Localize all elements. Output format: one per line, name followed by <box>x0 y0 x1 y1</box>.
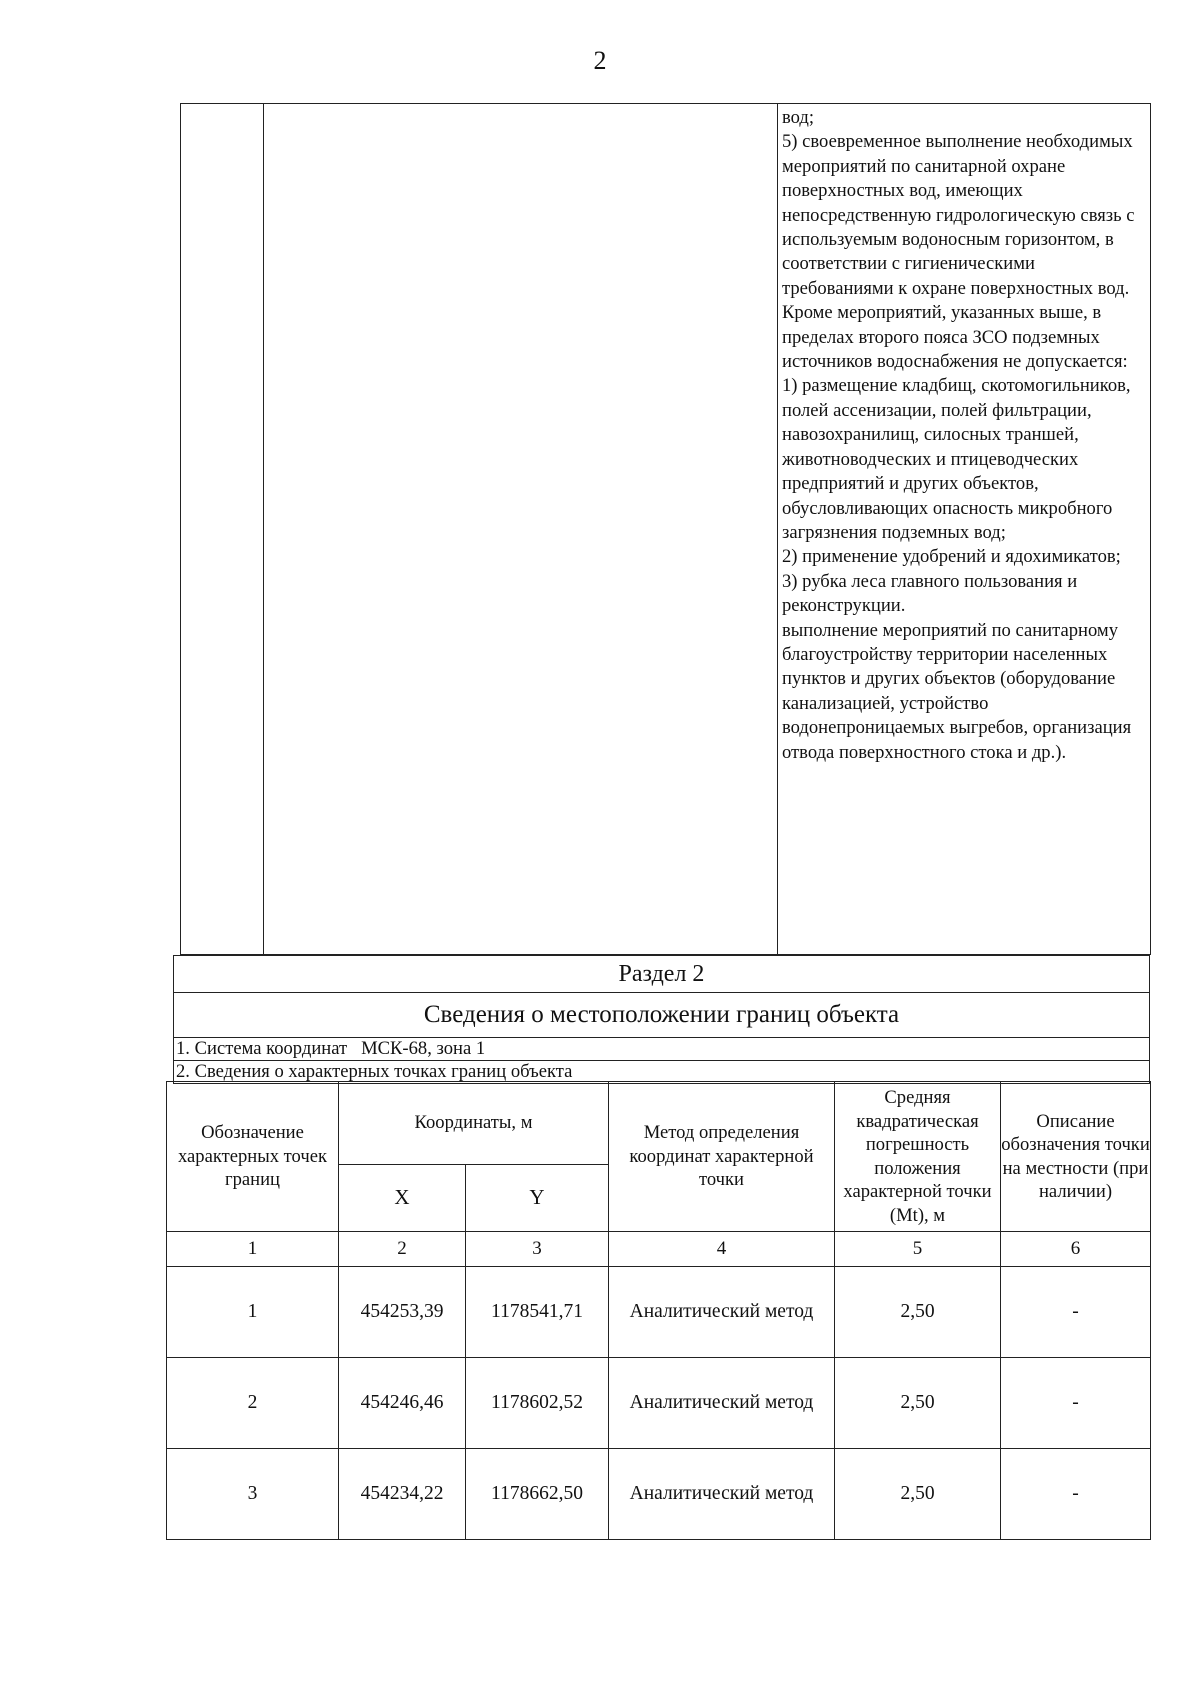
point-description: - <box>1001 1267 1151 1358</box>
coordinate-system-label: 1. Система координат <box>176 1038 348 1059</box>
page-number: 2 <box>593 46 607 75</box>
column-number: 4 <box>609 1232 835 1267</box>
continuation-table <box>180 103 1151 955</box>
point-error: 2,50 <box>835 1358 1001 1449</box>
point-x: 454253,39 <box>339 1267 466 1358</box>
column-number: 5 <box>835 1232 1001 1267</box>
table-row <box>167 1449 1151 1540</box>
header-x: X <box>339 1165 466 1232</box>
point-number: 2 <box>167 1358 339 1449</box>
point-method: Аналитический метод <box>609 1267 835 1358</box>
points-info-line: 2. Сведения о характерных точках границ объекта <box>174 1061 1150 1084</box>
point-description: - <box>1001 1449 1151 1540</box>
column-number: 1 <box>167 1232 339 1267</box>
point-number: 3 <box>167 1449 339 1540</box>
continuation-row <box>181 104 1151 955</box>
table-row <box>167 1267 1151 1358</box>
section-heading: Сведения о местоположении границ объекта <box>174 993 1150 1038</box>
header-error: Средняя квадратическая погрешность положения характерной точки (Mt), м <box>835 1082 1001 1232</box>
section-title: Раздел 2 <box>174 956 1150 993</box>
column-number-row <box>167 1232 1151 1267</box>
point-error: 2,50 <box>835 1449 1001 1540</box>
header-row-top <box>167 1082 1151 1165</box>
column-number: 2 <box>339 1232 466 1267</box>
column-number: 6 <box>1001 1232 1151 1267</box>
point-method: Аналитический метод <box>609 1358 835 1449</box>
boundary-points-table <box>166 1081 1151 1540</box>
point-y: 1178541,71 <box>466 1267 609 1358</box>
header-coordinates: Координаты, м <box>339 1082 609 1165</box>
table-row <box>167 1358 1151 1449</box>
point-y: 1178602,52 <box>466 1358 609 1449</box>
point-description: - <box>1001 1358 1151 1449</box>
point-x: 454234,22 <box>339 1449 466 1540</box>
point-method: Аналитический метод <box>609 1449 835 1540</box>
point-number: 1 <box>167 1267 339 1358</box>
point-y: 1178662,50 <box>466 1449 609 1540</box>
point-error: 2,50 <box>835 1267 1001 1358</box>
coordinate-system-value: МСК-68, зона 1 <box>361 1038 486 1059</box>
header-designation: Обозначение характерных точек границ <box>167 1082 339 1232</box>
header-y: Y <box>466 1165 609 1232</box>
header-method: Метод определения координат характерной точки <box>609 1082 835 1232</box>
header-description: Описание обозначения точки на местности (при наличии) <box>1001 1082 1151 1232</box>
column-number: 3 <box>466 1232 609 1267</box>
coordinate-system-line <box>174 1038 1150 1061</box>
continuation-text: вод; 5) своевременное выполнение необходимых мероприятий по санитарной охране поверхностных вод, имеющих непосредственную гидрологическую связь с используемым водоносным горизонтом, в соответствии с гигиеническими требованиями к охране поверхностных вод. Кроме мероприятий, указанных выше, в пределах второго пояса ЗСО подземных источников водоснабжения не допускается: 1) размещение кладбищ, скотомогильников, полей ассенизации, полей фильтрации, навозохранилищ, силосных траншей, животноводческих и птицеводческих предприятий и других объектов, обусловливающих опасность микробного загрязнения подземных вод; 2) применение удобрений и ядохимикатов; 3) рубка леса главного пользования и реконструкции. выполнение мероприятий по санитарному благоустройству территории населенных пунктов и других объектов (оборудование канализацией, устройство водонепроницаемых выгребов, организация отвода поверхностного стока и др.). <box>778 104 1151 955</box>
empty-cell-1 <box>181 104 264 955</box>
section-2-table <box>173 955 1150 1084</box>
point-x: 454246,46 <box>339 1358 466 1449</box>
empty-cell-2 <box>264 104 778 955</box>
